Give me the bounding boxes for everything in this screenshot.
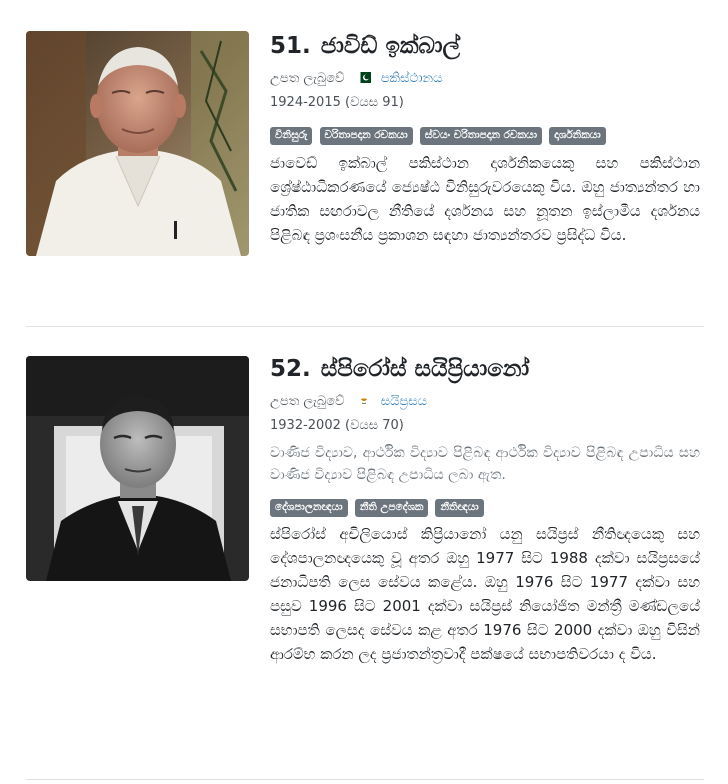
portrait-image	[26, 356, 249, 581]
person-title[interactable]	[270, 354, 700, 384]
person-name[interactable]: ස්පිරෝස් සයිප්‍රියානෝ	[320, 356, 530, 382]
tag-autobiographer[interactable]: ස්වයං චරිතාපදාන රචකයා	[420, 127, 542, 145]
birthplace-row	[270, 70, 700, 88]
person-photo[interactable]	[26, 31, 249, 256]
country-link[interactable]: සයිප්‍රසය	[380, 394, 427, 409]
occupation-tags	[270, 122, 700, 145]
person-description: ස්පිරෝස් අචිලියොස් කිප්‍රියානෝ යනු සයිප්‍රස් නීතිඥයෙකු සහ දේශපාලනඥයෙකු වූ අතර ඔහු 1977 සිට 1988 දක්වා සයිප්‍රසයේ ජනාධිපති ලෙස සේවය කළේය. ඔහු 1976 සිට 1977 දක්වා සහ පසුව 1996 සිට 2001 දක්වා සයිප්‍රස් නියෝජිත මන්ත්‍රී මණ්ඩලයේ සභාපති ලෙසද සේවය කළ අතර 1976 සිට 2000 දක්වා ඔහු විසින් ආරම්භ කරන ලද ප්‍රජාතන්ත්‍රවාදී පක්ෂයේ සභාපතිවරයා ද විය.	[270, 525, 700, 663]
person-description: ජාවෙඩ් ඉක්බාල් පකිස්ථාන දාර්ශනිකයෙකු සහ පකිස්ථාන ශ්‍රේෂ්ඨාධිකරණයේ ජ්‍යෙෂ්ඨ විනිසුරුවරයෙකු විය. ඔහු ජාත්‍යන්තර හා ජාතික සඟරාවල නීතියේ දර්ශනය සහ නූතන ඉස්ලාමීය දර්ශනය පිළිබඳ ප්‍රශංසනීය ප්‍රකාශන සඳහා ජාත්‍යන්තරව ප්‍රසිද්ධ විය.	[270, 154, 700, 244]
cyprus-flag-icon	[357, 395, 371, 406]
tag-politician[interactable]: දේශපාලනඥයා	[270, 499, 348, 517]
education-summary: වාණිජ විද්‍යාව, ආර්ථික විද්‍යාව පිළිබඳ ආර්ථික විද්‍යාව පිළිබඳ උපාධිය සහ වාණිජ විද්‍යාව පිළිබඳ උපාධිය ලබා ඇත.	[270, 445, 700, 483]
rank-number: 52.	[270, 356, 311, 382]
tag-philosopher[interactable]: දාර්ශනිකයා	[549, 127, 606, 145]
entry-divider	[26, 326, 704, 327]
entry-content	[270, 31, 700, 247]
born-label: උපත ලැබුවේ	[270, 394, 345, 409]
tag-legal-advisor[interactable]: නීති උපදේශක	[355, 499, 429, 517]
birthplace-row	[270, 393, 700, 411]
tag-biographer[interactable]: චරිතාපදාන රචකයා	[320, 127, 413, 145]
lifespan: 1924-2015 (වයස 91)	[270, 95, 404, 110]
person-title[interactable]	[270, 31, 700, 61]
lifespan: 1932-2002 (වයස 70)	[270, 418, 404, 433]
tag-lawyer[interactable]: නීතිඥයා	[435, 499, 483, 517]
tag-judge[interactable]: විනිසුරු	[270, 127, 312, 145]
pakistan-flag-icon	[357, 72, 371, 83]
occupation-tags	[270, 494, 700, 517]
person-photo[interactable]	[26, 356, 249, 581]
rank-number: 51.	[270, 33, 311, 59]
portrait-image	[26, 31, 249, 256]
entry-divider	[26, 779, 704, 780]
entry-content	[270, 354, 700, 666]
born-label: උපත ලැබුවේ	[270, 71, 345, 86]
person-name[interactable]: ජාවිඩ් ඉක්බාල්	[320, 33, 461, 59]
country-link[interactable]: පකිස්ථානය	[380, 71, 443, 86]
